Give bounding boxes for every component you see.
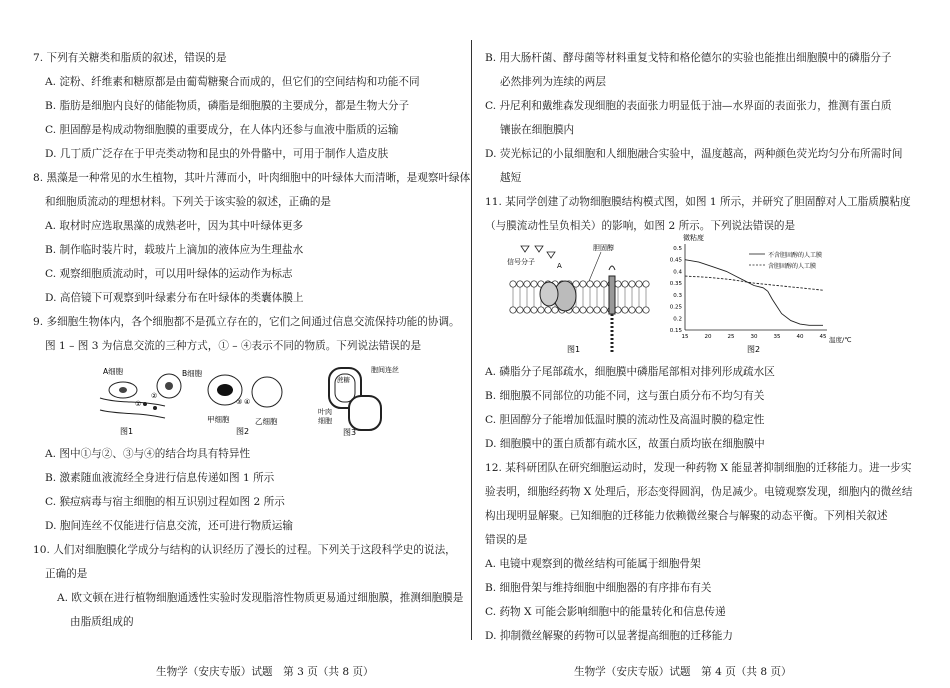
chart-x-tick-label: 45 [819, 334, 827, 340]
q12-option-b: B. 细胞骨架与维持细胞中细胞器的有序排布有关 [485, 582, 712, 594]
column-divider [471, 40, 472, 640]
q7-option-d: D. 几丁质广泛存在于甲壳类动物和昆虫的外骨骼中，可用于制作人造皮肤 [45, 148, 389, 160]
page-footer-left: 生物学（安庆专版）试题 第 3 页（共 8 页） [156, 666, 374, 678]
q11-fig2-chart [665, 232, 865, 354]
page-footer-right: 生物学（安庆专版）试题 第 4 页（共 8 页） [574, 666, 792, 678]
q7-option-c: C. 胆固醇是构成动物细胞膜的重要成分，在人体内还参与血液中脂质的运输 [45, 124, 399, 136]
q9-fig3-label-sucrose: 蔗糖 [337, 376, 350, 384]
q10-option-d-line1: D. 荧光标记的小鼠细胞和人细胞融合实验中，温度越高，两种颜色荧光均匀分布所需时间 [485, 148, 903, 160]
q9-fig1-marker-1: ① [135, 400, 142, 408]
q10-option-c-line2: 镶嵌在细胞膜内 [500, 124, 575, 136]
q9-fig1-label-b: B细胞 [182, 369, 203, 378]
q9-option-c: C. 猴痘病毒与宿主细胞的相互识别过程如图 2 所示 [45, 496, 285, 508]
q8-option-d: D. 高倍镜下可观察到叶绿素分布在叶绿体的类囊体膜上 [45, 292, 304, 304]
q9-figures [95, 360, 435, 438]
q9-fig2-marker-3: ③ [236, 398, 243, 406]
q9-fig2-caption: 图2 [236, 427, 250, 436]
q10-option-a-line2: 由脂质组成的 [70, 616, 134, 628]
q10-option-b-line2: 必然排列为连续的两层 [500, 76, 606, 88]
q7-option-b: B. 脂肪是细胞内良好的储能物质，磷脂是细胞膜的主要成分，都是生物大分子 [45, 100, 410, 112]
q9-stem-line2: 图 1 – 图 3 为信息交流的三种方式，① – ④表示不同的物质。下列说法错误的是 [45, 340, 422, 352]
q8-option-b: B. 制作临时装片时，载玻片上滴加的液体应为生理盐水 [45, 244, 304, 256]
q9-fig3 [318, 365, 399, 437]
q10-stem-line1: 10. 人们对细胞膜化学成分与结构的认识经历了漫长的过程。下列关于这段科学史的说法， [33, 544, 456, 556]
q9-fig3-caption: 图3 [343, 428, 357, 437]
q12-stem-line2: 验表明，细胞经药物 X 处理后，形态变得圆润，伪足减少。电镜观察发现，细胞内的微丝结 [485, 486, 913, 498]
chart-x-axis-label: 温度/℃ [829, 336, 852, 344]
q9-fig3-label-mesophyll: 叶肉 [318, 408, 332, 416]
q9-fig3-label-cell: 细胞 [318, 417, 332, 425]
q9-fig2-cell-yi [252, 377, 282, 407]
q11-stem-line2: （与膜流动性呈负相关）的影响，如图 2 所示。下列说法错误的是 [485, 220, 796, 232]
q9-fig1 [100, 367, 203, 436]
q9-fig1-caption: 图1 [120, 427, 134, 436]
q9-fig1-marker-2: ② [151, 392, 158, 400]
q11-fig1-label-signal: 信号分子 [507, 258, 535, 266]
q9-fig2-marker-4: ④ [244, 398, 251, 406]
q9-option-d: D. 胞间连丝不仅能进行信息交流，还可进行物质运输 [45, 520, 293, 532]
q9-fig3-label-plasmodesma: 胞间连丝 [371, 366, 399, 374]
q9-fig2-label-jia: 甲细胞 [207, 415, 230, 424]
chart-y-tick-label: 0.35 [669, 281, 682, 288]
q10-option-a-line1: A. 欧文顿在进行植物细胞通透性实验时发现脂溶性物质更易通过细胞膜，推测细胞膜是 [57, 592, 464, 604]
chart-x-tick-label: 30 [750, 334, 758, 340]
q12-stem-line3: 构出现明显解聚。已知细胞的迁移能力依赖微丝聚合与解聚的动态平衡。下列相关叙述 [485, 510, 888, 522]
chart-y-axis-label: 微粘度 [683, 234, 704, 242]
q8-stem-line2: 和细胞质流动的理想材料。下列关于该实验的叙述，正确的是 [45, 196, 332, 208]
q12-option-a: A. 电镜中观察到的微丝结构可能属于细胞骨架 [485, 558, 701, 570]
q11-option-d: D. 细胞膜中的蛋白质都有疏水区，故蛋白质均嵌在细胞膜中 [485, 438, 765, 450]
q12-option-d: D. 抑制微丝解聚的药物可以显著提高细胞的迁移能力 [485, 630, 733, 642]
q9-fig2-label-yi: 乙细胞 [255, 417, 278, 426]
chart-series-line-2 [685, 276, 823, 290]
q9-option-a: A. 图中①与②、③与④的结合均具有特异性 [45, 448, 251, 460]
chart-y-tick-label: 0.45 [669, 257, 682, 264]
q11-option-c: C. 胆固醇分子能增加低温时膜的流动性及高温时膜的稳定性 [485, 414, 765, 426]
q11-fig1-label-a: A [557, 262, 562, 270]
q9-option-b: B. 激素随血液流经全身进行信息传递如图 1 所示 [45, 472, 275, 484]
q11-fig1-membrane [505, 240, 655, 355]
q11-option-a: A. 磷脂分子尾部疏水，细胞膜中磷脂尾部相对排列形成疏水区 [485, 366, 775, 378]
q11-fig1-label-cholesterol: 胆固醇 [593, 244, 614, 252]
chart-y-tick-label: 0.25 [669, 304, 682, 311]
q9-fig2 [207, 375, 282, 436]
q9-fig1-label-a: A细胞 [103, 367, 124, 376]
q12-option-c: C. 药物 X 可能会影响细胞中的能量转化和信息传递 [485, 606, 726, 618]
q7-stem: 7. 下列有关糖类和脂质的叙述，错误的是 [33, 52, 227, 64]
q12-stem-line1: 12. 某科研团队在研究细胞运动时，发现一种药物 X 能显著抑制细胞的迁移能力。进一步实 [485, 462, 912, 474]
q8-option-c: C. 观察细胞质流动时，可以用叶绿体的运动作为标志 [45, 268, 293, 280]
chart-legend [749, 251, 822, 270]
q7-option-a: A. 淀粉、纤维素和糖原都是由葡萄糖聚合而成的，但它们的空间结构和功能不同 [45, 76, 420, 88]
chart-y-tick-label: 0.4 [673, 269, 682, 276]
chart-y-tick-label: 0.2 [673, 316, 682, 323]
chart-x-tick-label: 20 [704, 334, 712, 340]
chart-y-tick-label: 0.15 [669, 328, 682, 334]
q10-option-d-line2: 越短 [500, 172, 522, 184]
q11-fig1-caption: 图1 [567, 345, 581, 354]
q10-option-b-line1: B. 用大肠杆菌、酵母菌等材料重复戈特和格伦德尔的实验也能推出细胞膜中的磷脂分子 [485, 52, 892, 64]
chart-legend-item-2: 含胆固醇的人工膜 [768, 263, 817, 270]
q8-option-a: A. 取材时应选取黑藻的成熟老叶，因为其中叶绿体更多 [45, 220, 304, 232]
q8-stem-line1: 8. 黑藻是一种常见的水生植物，其叶片薄而小，叶肉细胞中的叶绿体大而清晰，是观察叶绿体 [33, 172, 471, 184]
q11-stem-line1: 11. 某同学创建了动物细胞膜结构模式图，如图 1 所示，并研究了胆固醇对人工脂质膜粘度 [485, 196, 911, 208]
chart-x-tick-label: 25 [727, 334, 735, 340]
q10-stem-line2: 正确的是 [45, 568, 88, 580]
chart-x-tick-label: 15 [681, 334, 689, 340]
chart-y-tick-label: 0.3 [673, 292, 682, 299]
q9-stem-line1: 9. 多细胞生物体内，各个细胞都不是孤立存在的，它们之间通过信息交流保持功能的协调。 [33, 316, 460, 328]
q10-option-c-line1: C. 丹尼利和戴维森发现细胞的表面张力明显低于油—水界面的表面张力，推测有蛋白质 [485, 100, 892, 112]
chart-y-tick-label: 0.5 [673, 246, 682, 252]
q11-fig2-caption: 图2 [747, 345, 761, 354]
q11-option-b: B. 细胞膜不同部位的功能不同，这与蛋白质分布不均匀有关 [485, 390, 765, 402]
chart-legend-item-1: 不含胆固醇的人工膜 [768, 252, 823, 259]
chart-x-tick-label: 35 [773, 334, 781, 340]
q11-fig1-bilayer [510, 281, 649, 313]
q12-stem-line4: 错误的是 [485, 534, 528, 546]
chart-x-tick-label: 40 [796, 334, 804, 340]
